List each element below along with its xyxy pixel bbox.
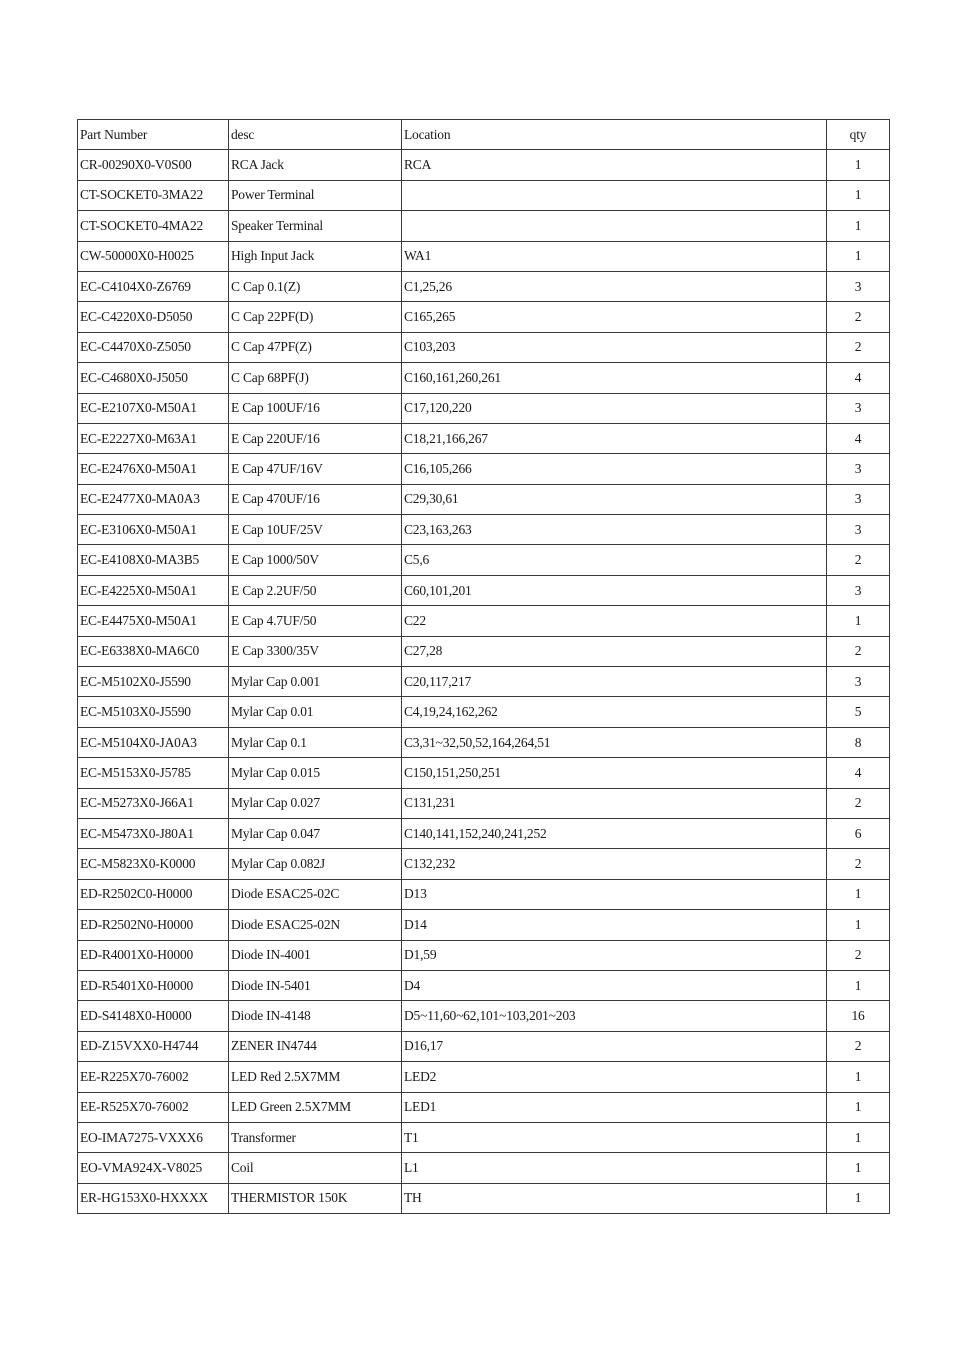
part-number-cell: EC-C4220X0-D5050 [78,302,229,332]
desc-cell: Mylar Cap 0.082J [229,849,402,879]
table-row [78,758,890,788]
part-number-cell: EC-E2477X0-MA0A3 [78,484,229,514]
desc-cell: Diode IN-4148 [229,1001,402,1031]
desc-cell: THERMISTOR 150K [229,1183,402,1213]
location-cell [402,180,827,210]
qty-cell: 3 [827,454,890,484]
location-cell: D16,17 [402,1031,827,1061]
qty-cell: 16 [827,1001,890,1031]
qty-cell: 2 [827,1031,890,1061]
part-number-cell: EC-M5104X0-JA0A3 [78,727,229,757]
desc-cell: RCA Jack [229,150,402,180]
location-cell: D1,59 [402,940,827,970]
parts-table-body [78,120,890,1214]
part-number-cell: EC-M5102X0-J5590 [78,667,229,697]
desc-cell: LED Red 2.5X7MM [229,1062,402,1092]
table-row [78,849,890,879]
qty-cell: 2 [827,332,890,362]
location-cell: WA1 [402,241,827,271]
qty-cell: 1 [827,1092,890,1122]
desc-cell: LED Green 2.5X7MM [229,1092,402,1122]
qty-cell: 1 [827,1122,890,1152]
qty-cell: 8 [827,727,890,757]
table-row [78,454,890,484]
part-number-cell: ED-R2502C0-H0000 [78,879,229,909]
qty-cell: 1 [827,211,890,241]
location-cell: C18,21,166,267 [402,423,827,453]
part-number-cell: CT-SOCKET0-3MA22 [78,180,229,210]
desc-cell: Diode IN-4001 [229,940,402,970]
qty-cell: 1 [827,180,890,210]
location-cell: C160,161,260,261 [402,363,827,393]
location-cell: C23,163,263 [402,515,827,545]
table-row [78,515,890,545]
location-cell: D5~11,60~62,101~103,201~203 [402,1001,827,1031]
table-row [78,211,890,241]
desc-cell: Diode IN-5401 [229,970,402,1000]
location-cell: C150,151,250,251 [402,758,827,788]
qty-cell: 1 [827,241,890,271]
location-cell: D14 [402,910,827,940]
qty-cell: 4 [827,363,890,393]
table-row [78,1183,890,1213]
part-number-cell: ED-S4148X0-H0000 [78,1001,229,1031]
desc-cell: Mylar Cap 0.047 [229,818,402,848]
table-row [78,879,890,909]
part-number-cell: EC-E4475X0-M50A1 [78,606,229,636]
part-number-cell: EC-E4225X0-M50A1 [78,575,229,605]
desc-cell: E Cap 470UF/16 [229,484,402,514]
table-row [78,697,890,727]
table-row [78,545,890,575]
location-cell: C20,117,217 [402,667,827,697]
part-number-cell: ER-HG153X0-HXXXX [78,1183,229,1213]
location-cell [402,211,827,241]
part-number-cell: EE-R525X70-76002 [78,1092,229,1122]
desc-cell: C Cap 22PF(D) [229,302,402,332]
table-row [78,1062,890,1092]
location-cell: C132,232 [402,849,827,879]
location-cell: C16,105,266 [402,454,827,484]
part-number-cell: CW-50000X0-H0025 [78,241,229,271]
part-number-cell: EC-M5473X0-J80A1 [78,818,229,848]
desc-cell: Mylar Cap 0.015 [229,758,402,788]
qty-cell: 2 [827,545,890,575]
table-row [78,241,890,271]
qty-cell: 1 [827,1153,890,1183]
desc-cell: Power Terminal [229,180,402,210]
table-row [78,1001,890,1031]
location-cell: T1 [402,1122,827,1152]
table-row [78,606,890,636]
part-number-cell: EC-E2476X0-M50A1 [78,454,229,484]
qty-cell: 1 [827,150,890,180]
table-row [78,180,890,210]
table-row [78,818,890,848]
header-qty: qty [827,120,890,150]
location-cell: D13 [402,879,827,909]
table-row [78,727,890,757]
qty-cell: 6 [827,818,890,848]
part-number-cell: ED-R5401X0-H0000 [78,970,229,1000]
desc-cell: C Cap 47PF(Z) [229,332,402,362]
qty-cell: 3 [827,667,890,697]
location-cell: LED2 [402,1062,827,1092]
location-cell: C140,141,152,240,241,252 [402,818,827,848]
part-number-cell: EE-R225X70-76002 [78,1062,229,1092]
location-cell: C17,120,220 [402,393,827,423]
desc-cell: High Input Jack [229,241,402,271]
qty-cell: 2 [827,849,890,879]
table-row [78,1031,890,1061]
table-row [78,910,890,940]
table-header-row [78,120,890,150]
table-row [78,636,890,666]
desc-cell: Coil [229,1153,402,1183]
table-row [78,788,890,818]
part-number-cell: EC-E3106X0-M50A1 [78,515,229,545]
table-row [78,302,890,332]
table-row [78,271,890,301]
desc-cell: E Cap 47UF/16V [229,454,402,484]
location-cell: RCA [402,150,827,180]
table-row [78,1092,890,1122]
part-number-cell: ED-Z15VXX0-H4744 [78,1031,229,1061]
part-number-cell: EC-M5823X0-K0000 [78,849,229,879]
qty-cell: 1 [827,879,890,909]
table-row [78,940,890,970]
header-desc: desc [229,120,402,150]
desc-cell: Mylar Cap 0.1 [229,727,402,757]
part-number-cell: EC-C4470X0-Z5050 [78,332,229,362]
part-number-cell: EC-M5273X0-J66A1 [78,788,229,818]
table-row [78,667,890,697]
qty-cell: 1 [827,970,890,1000]
qty-cell: 4 [827,423,890,453]
location-cell: C1,25,26 [402,271,827,301]
desc-cell: C Cap 0.1(Z) [229,271,402,301]
desc-cell: Transformer [229,1122,402,1152]
location-cell: D4 [402,970,827,1000]
desc-cell: E Cap 2.2UF/50 [229,575,402,605]
desc-cell: E Cap 1000/50V [229,545,402,575]
location-cell: C27,28 [402,636,827,666]
location-cell: C22 [402,606,827,636]
qty-cell: 1 [827,910,890,940]
part-number-cell: EO-VMA924X-V8025 [78,1153,229,1183]
part-number-cell: ED-R4001X0-H0000 [78,940,229,970]
part-number-cell: ED-R2502N0-H0000 [78,910,229,940]
location-cell: C3,31~32,50,52,164,264,51 [402,727,827,757]
desc-cell: Mylar Cap 0.001 [229,667,402,697]
desc-cell: Diode ESAC25-02C [229,879,402,909]
location-cell: C165,265 [402,302,827,332]
qty-cell: 2 [827,788,890,818]
qty-cell: 2 [827,636,890,666]
desc-cell: E Cap 220UF/16 [229,423,402,453]
part-number-cell: EC-E2107X0-M50A1 [78,393,229,423]
table-row [78,970,890,1000]
qty-cell: 3 [827,484,890,514]
qty-cell: 4 [827,758,890,788]
location-cell: C131,231 [402,788,827,818]
location-cell: C29,30,61 [402,484,827,514]
desc-cell: Mylar Cap 0.027 [229,788,402,818]
desc-cell: Mylar Cap 0.01 [229,697,402,727]
table-row [78,393,890,423]
part-number-cell: EO-IMA7275-VXXX6 [78,1122,229,1152]
part-number-cell: CT-SOCKET0-4MA22 [78,211,229,241]
qty-cell: 1 [827,606,890,636]
qty-cell: 1 [827,1062,890,1092]
qty-cell: 3 [827,271,890,301]
table-row [78,150,890,180]
part-number-cell: EC-M5153X0-J5785 [78,758,229,788]
part-number-cell: EC-E2227X0-M63A1 [78,423,229,453]
table-row [78,363,890,393]
desc-cell: ZENER IN4744 [229,1031,402,1061]
location-cell: C103,203 [402,332,827,362]
desc-cell: E Cap 3300/35V [229,636,402,666]
desc-cell: E Cap 100UF/16 [229,393,402,423]
location-cell: C4,19,24,162,262 [402,697,827,727]
location-cell: C5,6 [402,545,827,575]
part-number-cell: EC-M5103X0-J5590 [78,697,229,727]
part-number-cell: EC-C4680X0-J5050 [78,363,229,393]
qty-cell: 1 [827,1183,890,1213]
desc-cell: C Cap 68PF(J) [229,363,402,393]
table-row [78,423,890,453]
location-cell: TH [402,1183,827,1213]
location-cell: LED1 [402,1092,827,1122]
part-number-cell: EC-C4104X0-Z6769 [78,271,229,301]
table-row [78,1153,890,1183]
desc-cell: Diode ESAC25-02N [229,910,402,940]
location-cell: C60,101,201 [402,575,827,605]
qty-cell: 3 [827,515,890,545]
table-row [78,332,890,362]
location-cell: L1 [402,1153,827,1183]
table-row [78,575,890,605]
part-number-cell: CR-00290X0-V0S00 [78,150,229,180]
qty-cell: 2 [827,940,890,970]
table-row [78,484,890,514]
desc-cell: E Cap 4.7UF/50 [229,606,402,636]
qty-cell: 5 [827,697,890,727]
qty-cell: 3 [827,575,890,605]
qty-cell: 2 [827,302,890,332]
part-number-cell: EC-E4108X0-MA3B5 [78,545,229,575]
desc-cell: E Cap 10UF/25V [229,515,402,545]
table-row [78,1122,890,1152]
header-location: Location [402,120,827,150]
parts-table [77,119,890,1214]
qty-cell: 3 [827,393,890,423]
desc-cell: Speaker Terminal [229,211,402,241]
header-part-number: Part Number [78,120,229,150]
part-number-cell: EC-E6338X0-MA6C0 [78,636,229,666]
